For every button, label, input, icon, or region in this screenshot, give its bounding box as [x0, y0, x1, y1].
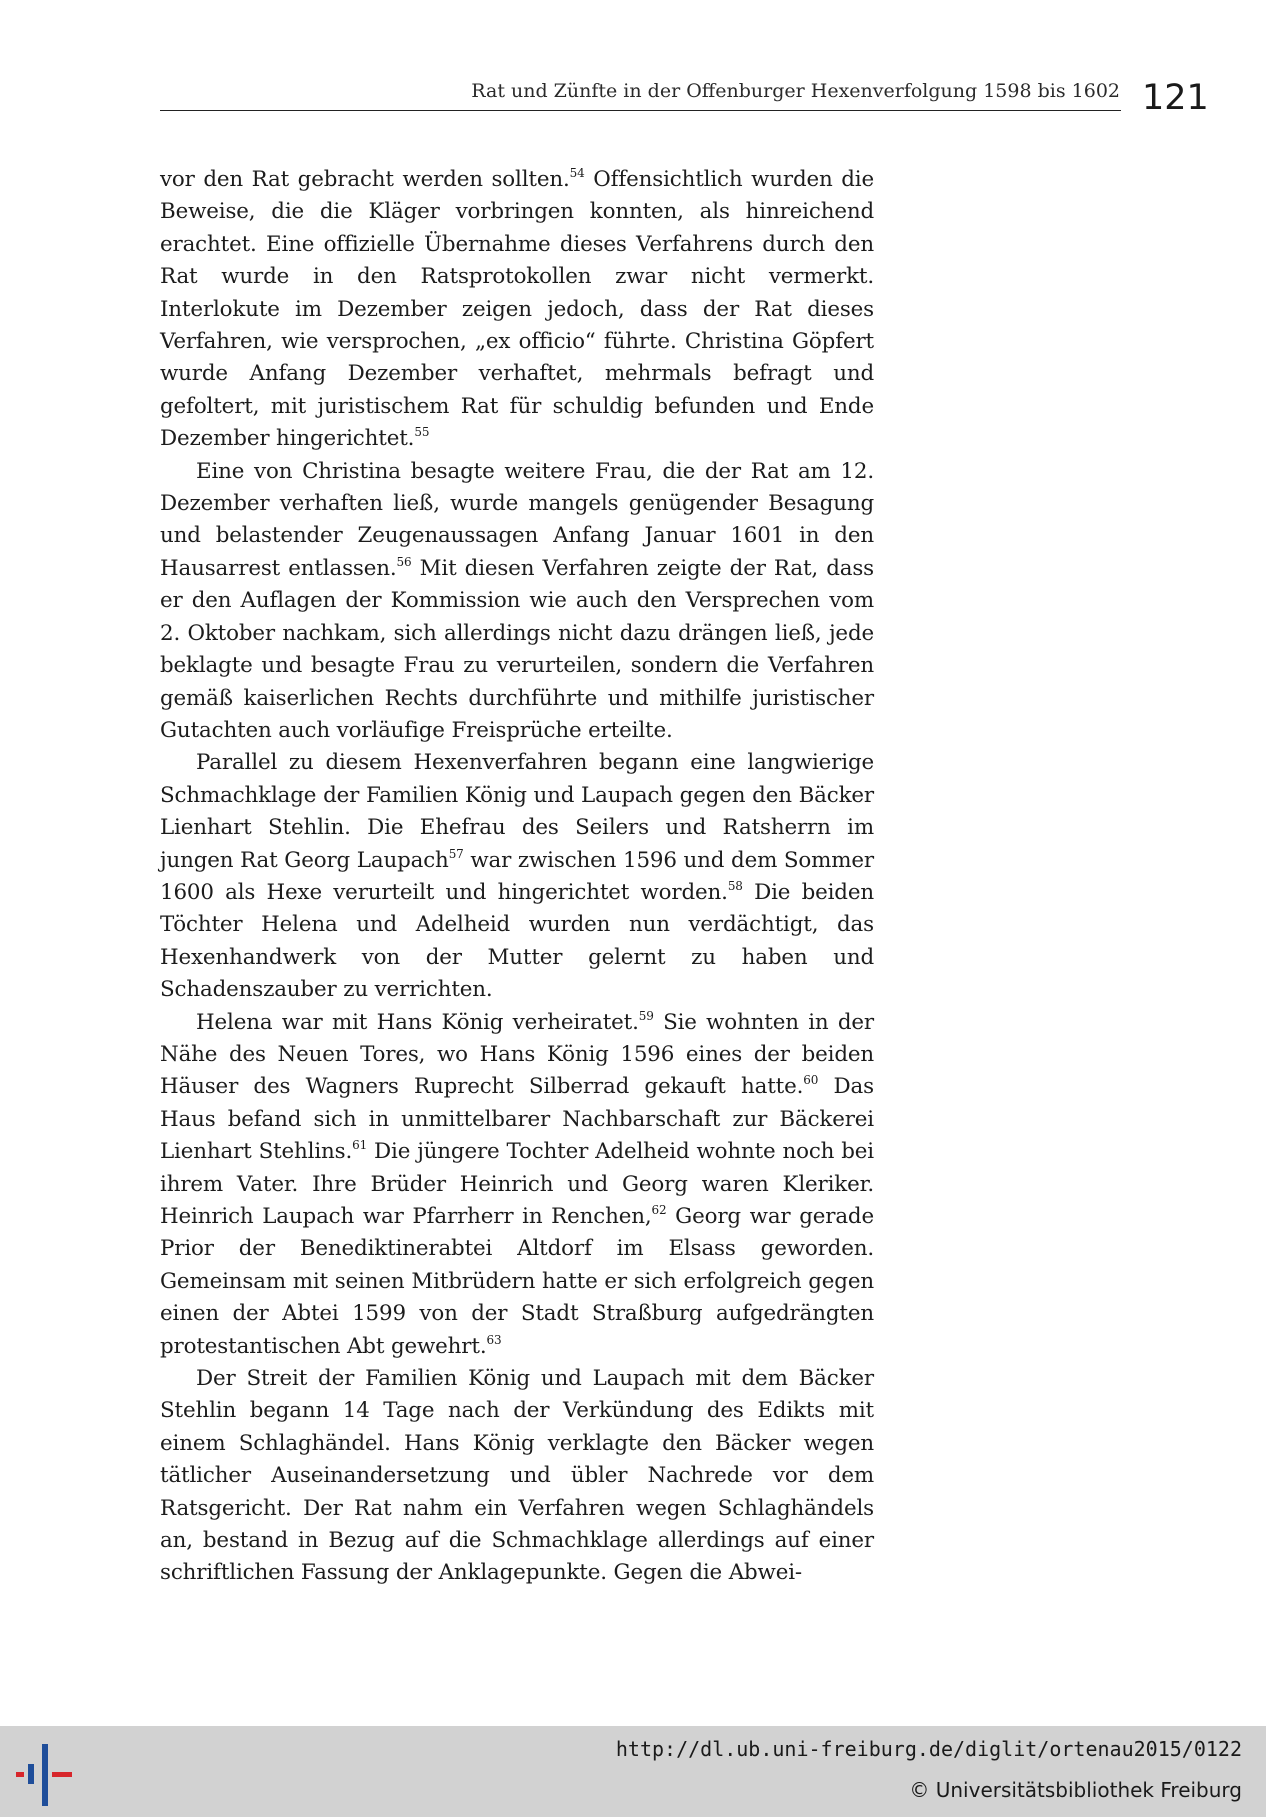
footer-bar	[0, 1726, 1266, 1817]
paragraph-5	[160, 1363, 874, 1590]
paragraph-4	[160, 1007, 874, 1363]
text-run: Georg war gerade Prior der Benediktinerabtei Altdorf im Elsass geworden. Gemeinsam mit seinen Mitbrüdern hatte er sich erfolgreich gegen einen der Abtei 1599 von der Stadt Straßburg aufgedrängten protestantischen Abt gewehrt.	[160, 1204, 874, 1359]
paragraph-3	[160, 747, 874, 1006]
text-run: Offensichtlich wurden die Beweise, die die Kläger vorbringen konnten, als hinreichend erachtet. Eine offizielle Übernahme dieses Verfahrens durch den Rat wurde in den Ratsprotokollen zwar nicht vermerkt. Interlokute im Dezember zeigen jedoch, dass der Rat dieses Verfahren, wie versprochen, „ex officio“ führte. Christina Göpfert wurde Anfang Dezember verhaftet, mehrmals befragt und gefoltert, mit juristischem Rat für schuldig befunden und Ende Dezember hingerichtet.	[160, 167, 874, 452]
text-run: Die jüngere Tochter Adelheid wohnte noch bei ihrem Vater. Ihre Brüder Heinrich und Georg waren Kleriker. Heinrich Laupach war Pfarrherr in Renchen,	[160, 1139, 874, 1229]
logo-bar-blue-center	[42, 1744, 48, 1806]
footnote-marker: 61	[352, 1138, 368, 1153]
footnote-marker: 55	[414, 425, 430, 440]
footnote-marker: 56	[396, 554, 412, 569]
text-run: Sie wohnten in der Nähe des Neuen Tores, wo Hans König 1596 eines der beiden Häuser des Wagners Ruprecht Silberrad gekauft hatte.	[160, 1009, 874, 1100]
footnote-marker: 58	[727, 878, 743, 893]
text-run: Parallel zu diesem Hexenverfahren begann eine langwierige Schmachklage der Familien König und Laupach gegen den Bäcker Lienhart Stehlin. Die Ehefrau des Seilers und Ratsherrn im jungen Rat Georg Laupach	[160, 750, 874, 873]
logo-bar-blue-left	[28, 1764, 34, 1784]
text-run: war zwischen 1596 und dem Sommer 1600 als Hexe verurteilt und hingerichtet worden.	[160, 847, 874, 905]
source-url-link[interactable]: http://dl.ub.uni-freiburg.de/diglit/ortenau2015/0122	[615, 1737, 1242, 1761]
paragraph-1	[160, 164, 874, 456]
body-text	[160, 164, 874, 1590]
text-run: Das Haus befand sich in unmittelbarer Nachbarschaft zur Bäckerei Lienhart Stehlins.	[160, 1074, 874, 1165]
logo-bar-red-left	[16, 1772, 24, 1777]
ub-freiburg-logo-icon	[14, 1738, 78, 1808]
footnote-marker: 63	[486, 1332, 502, 1347]
text-run: Der Streit der Familien König und Laupach mit dem Bäcker Stehlin begann 14 Tage nach der Verkündung des Edikts mit einem Schlaghändel. Hans König verklagte den Bäcker wegen tätlicher Auseinandersetzung und übler Nachrede vor dem Ratsgericht. Der Rat nahm ein Verfahren wegen Schlaghändels an, bestand in Bezug auf die Schmachklage allerdings auf einer schriftlichen Fassung der Anklagepunkte. Gegen die Abwei-	[160, 1366, 874, 1586]
footnote-marker: 54	[569, 166, 585, 180]
copyright-notice: © Universitätsbibliothek Freiburg	[909, 1778, 1242, 1802]
text-run: Eine von Christina besagte weitere Frau, die der Rat am 12. Dezember verhaften ließ, wurde mangels genügender Besagung und belastender Zeugenaussagen Anfang Januar 1601 in den Hausarrest entlassen.	[160, 458, 874, 581]
text-run: vor den Rat gebracht werden sollten.	[160, 167, 570, 192]
text-run: Mit diesen Verfahren zeigte der Rat, dass er den Auflagen der Kommission wie auch den Versprechen vom 2. Oktober nachkam, sich allerdings nicht dazu drängen ließ, jede beklagte und besagte Frau zu verurteilen, sondern die Verfahren gemäß kaiserlichen Rechts durchführte und mithilfe juristischer Gutachten auch vorläufige Freisprüche erteilte.	[160, 555, 874, 743]
footnote-marker: 60	[803, 1073, 819, 1088]
running-title: Rat und Zünfte in der Offenburger Hexenverfolgung 1598 bis 1602	[471, 80, 1120, 102]
paragraph-2	[160, 456, 874, 748]
header-rule	[160, 110, 1121, 111]
footnote-marker: 59	[638, 1008, 654, 1023]
logo-bar-red-right	[52, 1772, 72, 1777]
footnote-marker: 57	[448, 846, 464, 861]
text-run: Die beiden Töchter Helena und Adelheid wurden nun verdächtigt, das Hexenhandwerk von der Mutter gelernt zu haben und Schadenszauber zu verrichten.	[160, 879, 874, 1003]
footnote-marker: 62	[651, 1203, 667, 1217]
page-number: 121	[1142, 78, 1209, 118]
text-run: Helena war mit Hans König verheiratet.	[196, 1009, 639, 1035]
